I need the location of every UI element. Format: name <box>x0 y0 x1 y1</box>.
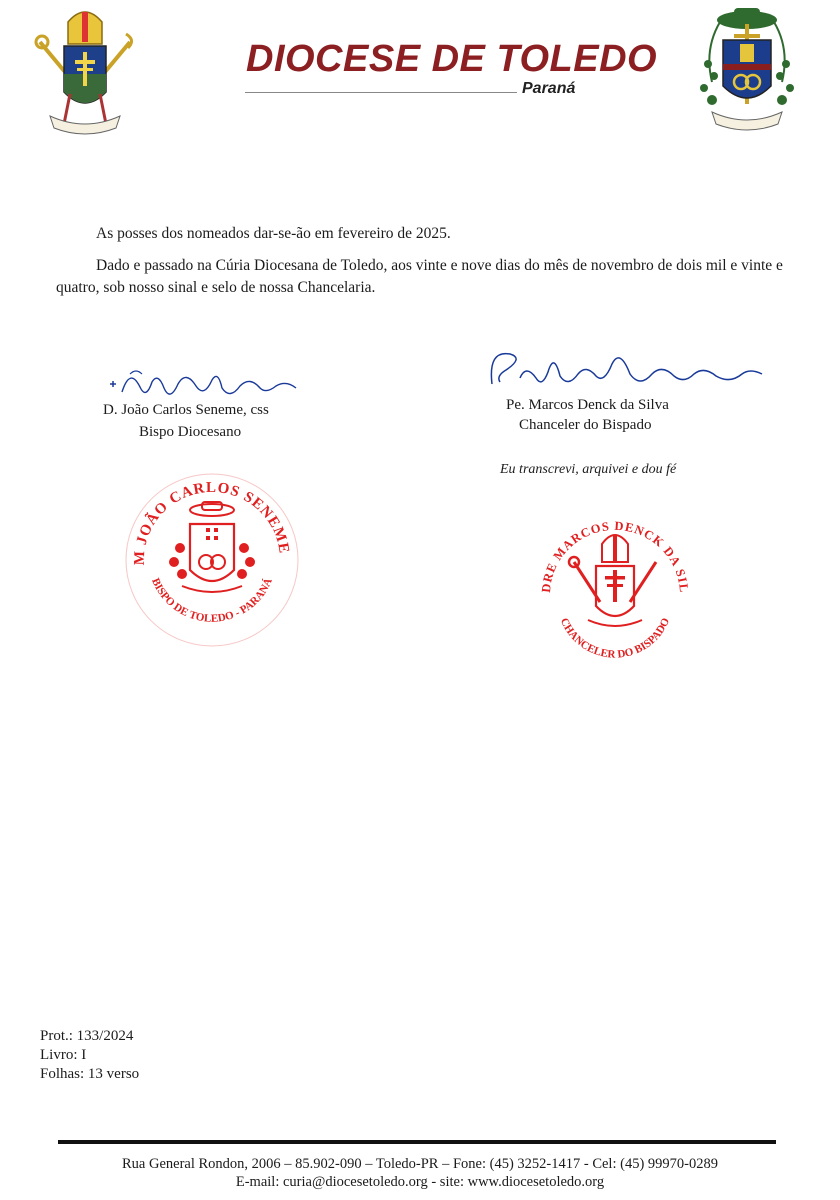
chancellor-role: Chanceler do Bispado <box>519 417 652 433</box>
title-divider <box>245 92 517 93</box>
folio-number: Folhas: 13 verso <box>40 1066 140 1082</box>
chancellor-seal <box>530 510 700 685</box>
protocol-number: Prot.: 133/2024 <box>40 1028 134 1044</box>
svg-text:CHANCELER DO BISPADO <box>558 616 673 661</box>
svg-text:PADRE MARCOS DENCK DA SILVA <box>530 510 691 593</box>
bishop-name: D. João Carlos Seneme, css <box>103 402 269 418</box>
chancellor-name: Pe. Marcos Denck da Silva <box>506 397 669 413</box>
page-title: DIOCESE DE TOLEDO <box>246 38 658 80</box>
chancellor-signature <box>480 344 770 399</box>
paragraph-1: As posses dos nomeados dar-se-ão em fevereiro de 2025. <box>96 225 451 242</box>
footer-contact: E-mail: curia@diocesetoledo.org - site: www.diocesetoledo.org <box>235 1174 605 1190</box>
bishop-role: Bispo Diocesano <box>139 424 242 440</box>
bishop-coat-of-arms-icon <box>690 4 805 139</box>
diocese-coat-of-arms-icon <box>30 4 140 144</box>
bishop-seal-text-top: M JOÃO CARLOS SENEME <box>131 479 292 566</box>
paragraph-2: Dado e passado na Cúria Diocesana de Toledo, aos vinte e nove dias do mês de novembro de dois mil e vinte e quatro, sob nosso sinal e selo de nossa Chancelaria. <box>56 257 783 296</box>
footer-divider <box>58 1140 776 1144</box>
chancellor-seal-text-bottom: CHANCELER DO BISPADO <box>557 616 673 661</box>
bishop-seal <box>122 470 302 655</box>
chancellor-note: Eu transcrevi, arquivei e dou fé <box>500 462 677 477</box>
svg-text:DOM JOÃO CARLOS SENEME CSS <box>122 470 292 565</box>
bishop-seal-text-bottom: BISPO DE TOLEDO - PARANÁ <box>149 576 275 625</box>
chancellor-seal-text-top: DRE MARCOS DENCK DA SIL <box>538 518 692 594</box>
page-subtitle: Paraná <box>522 80 576 97</box>
svg-text:BISPO DE TOLEDO - PARANÁ <box>149 576 275 624</box>
book-number: Livro: I <box>40 1047 87 1063</box>
footer-address: Rua General Rondon, 2006 – 85.902-090 – Toledo-PR – Fone: (45) 3252-1417 - Cel: (45) 99970-0289 <box>122 1156 718 1172</box>
